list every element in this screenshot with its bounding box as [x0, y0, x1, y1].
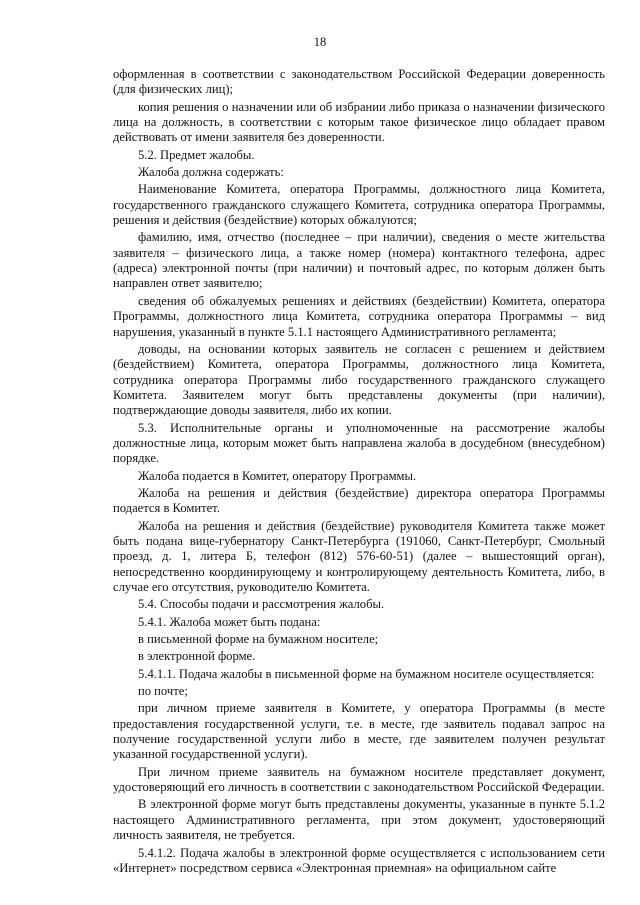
section-heading-5-4-1-1: 5.4.1.1. Подача жалобы в письменной форме на бумажном носителе осуществляется: — [138, 666, 595, 681]
paragraph-appointment-copy: копия решения о назначении или об избрании либо приказа о назначении физического лица на должность, в соответствии с которым такое физическое лицо обладает правом действовать от имени заявителя без доверенности. — [113, 99, 605, 145]
paragraph-complaint-contents: Жалоба должна содержать: — [138, 165, 284, 180]
section-heading-5-3: 5.3. Исполнительные органы и уполномоченные на рассмотрение жалобы должностные лица, которым может быть направлена жалоба в досудебном (внесудебном) порядке. — [113, 420, 605, 466]
paragraph-power-of-attorney-continued: оформленная в соответствии с законодательством Российской Федерации доверенность (для физических лиц); — [113, 67, 605, 97]
paragraph-head-complaint: Жалоба на решения и действия (бездействие) руководителя Комитета также может быть подана вице-губернатору Санкт-Петербурга (191060, Санкт-Петербург, Смольный проезд, д. 1, литера Б, телефон (812) 576-60-51) (далее – вышестоящий орган), непосредственно координирующему и контролирующему деятельность Комитета, либо, в случае его отсутствия, руководителю Комитета. — [113, 518, 605, 594]
list-item-by-mail: по почте; — [138, 684, 188, 699]
section-heading-5-4-1-2: 5.4.1.2. Подача жалобы в электронной форме осуществляется с использованием сети «Интернет» посредством сервиса «Электронная приемная» на официальном сайте — [113, 845, 605, 875]
paragraph-appealed-decisions: сведения об обжалуемых решениях и действиях (бездействии) Комитета, оператора Программы, должностного лица Комитета, сотрудника оператора Программы – вид нарушения, указанный в пункте 5.1.1 настоящего Административного регламента; — [113, 293, 605, 339]
paragraph-arguments: доводы, на основании которых заявитель не согласен с решением и действием (бездействием) Комитета, оператора Программы, должностного лица Комитета, сотрудника оператора Программы либо государственного гражданского служащего Комитета. Заявителем могут быть представлены документы (при наличии), подтверждающие доводы заявителя, либо их копии. — [113, 341, 605, 418]
paragraph-director-complaint: Жалоба на решения и действия (бездействие) директора оператора Программы подается в Комитет. — [113, 485, 605, 516]
document-body — [113, 67, 605, 878]
page-number: 18 — [313, 35, 327, 49]
list-item-personal-reception: при личном приеме заявителя в Комитете, у оператора Программы (в месте предоставления государственной услуги, т.е. в месте, где заявитель подавал запрос на получение государственной услуги либо в месте, где заявителем получен результат указанной государственной услуги). — [113, 701, 605, 762]
section-heading-5-2: 5.2. Предмет жалобы. — [138, 147, 255, 162]
paragraph-applicant-details: фамилию, имя, отчество (последнее – при наличии), сведения о месте жительства заявителя – физического лица, а также номер (номера) контактного телефона, адрес (адреса) электронной почты (при наличии) и почтовый адрес, по которым должен быть направлен ответ заявителю; — [113, 230, 605, 291]
section-heading-5-4: 5.4. Способы подачи и рассмотрения жалобы. — [138, 597, 385, 612]
paragraph-electronic-documents: В электронной форме могут быть представлены документы, указанные в пункте 5.1.2 настоящего Административного регламента, при этом документ, удостоверяющий личность заявителя, не требуется. — [113, 797, 605, 843]
section-heading-5-4-1: 5.4.1. Жалоба может быть подана: — [138, 614, 321, 629]
list-item-electronic-form: в электронной форме. — [138, 649, 256, 664]
paragraph-identity-document: При личном приеме заявитель на бумажном носителе представляет документ, удостоверяющий его личность в соответствии с законодательством Российской Федерации. — [113, 764, 605, 795]
paragraph-committee-name: Наименование Комитета, оператора Программы, должностного лица Комитета, государственного гражданского служащего Комитета, сотрудника оператора Программы, решения и действия (бездействие) которых обжалуются; — [113, 182, 605, 228]
paragraph-submitted-to-committee: Жалоба подается в Комитет, оператору Программы. — [138, 468, 417, 483]
list-item-paper-form: в письменной форме на бумажном носителе; — [138, 632, 379, 647]
